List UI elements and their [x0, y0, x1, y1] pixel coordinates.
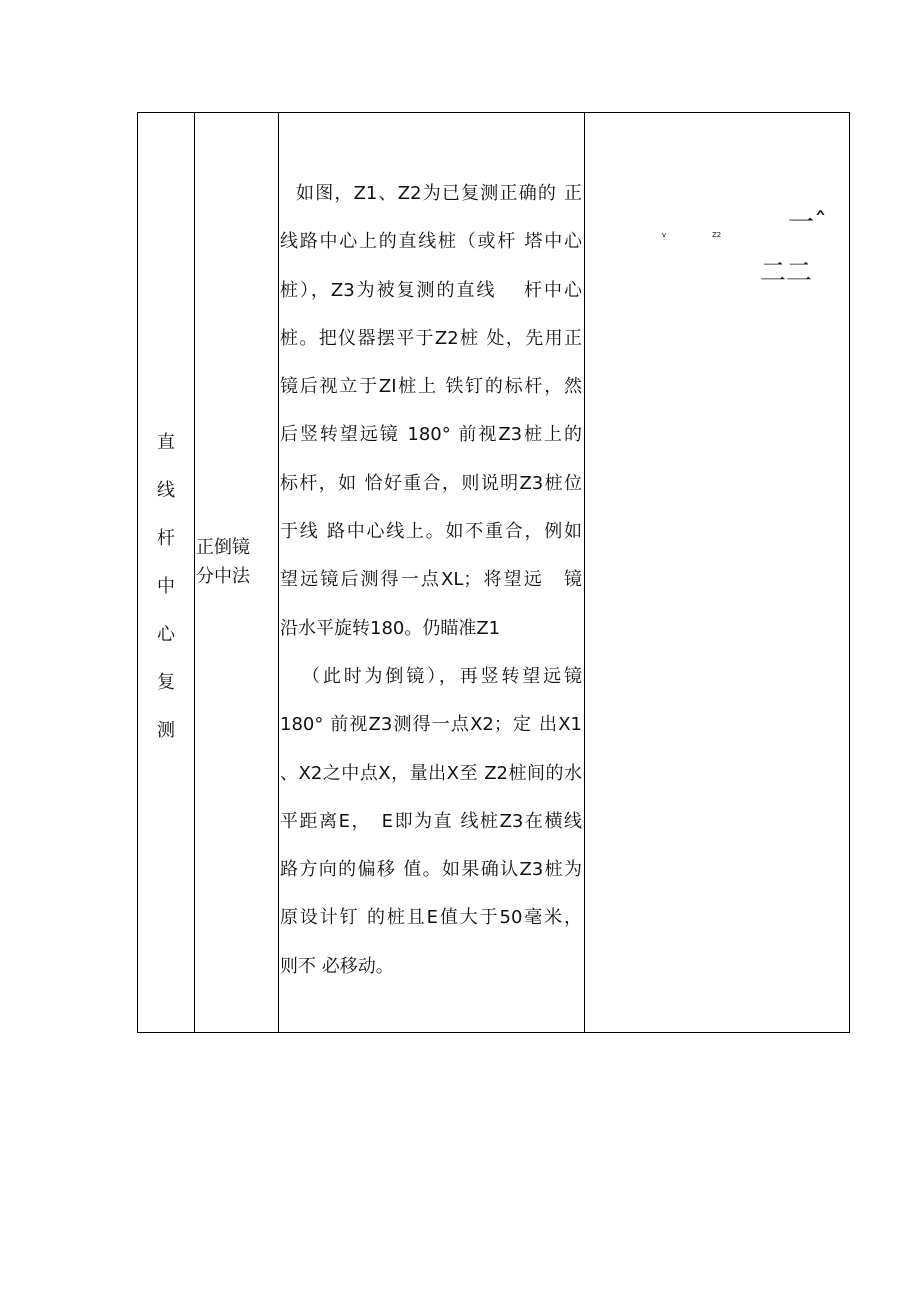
description-line: 则不 必移动。	[280, 955, 394, 977]
method-line: 正倒镜	[196, 537, 250, 558]
description-line: 原设计钉 的桩且E值大于50毫米，	[280, 907, 582, 929]
description-line: 如图，Z1、Z2为已复测正确的 正	[296, 183, 582, 204]
category-char: 线	[157, 480, 175, 501]
column-divider-1	[194, 113, 195, 1032]
description-line: 路方向的偏移 值。如果确认Z3桩为	[280, 859, 582, 881]
diagram-mark-z2: Z2	[712, 231, 722, 239]
diagram-line-top: 一ˆ	[788, 208, 828, 238]
column-divider-3	[584, 113, 585, 1032]
description-line: 后竖转望远镜 180° 前视Z3桩上的	[280, 424, 582, 446]
description-line: 、X2之中点X，量出X至 Z2桩间的水	[280, 762, 582, 784]
method-table	[137, 112, 850, 1033]
column-divider-2	[278, 113, 279, 1032]
description-line: 于线 路中心线上。如不重合，例如	[280, 521, 582, 543]
diagram-mark-left: v	[662, 231, 667, 239]
method-cell	[196, 533, 278, 591]
description-line: 线路中心上的直线桩（或杆 塔中心	[280, 231, 582, 253]
description-line: 镜后视立于ZI桩上 铁钉的标杆，然	[280, 376, 582, 398]
category-cell	[138, 419, 194, 755]
description-line: 桩。把仪器摆平于Z2桩 处，先用正	[280, 327, 582, 349]
description-line: （此时为倒镜），再竖转望远镜	[302, 665, 582, 687]
description-line: 标杆，如 恰好重合，则说明Z3桩位	[280, 472, 582, 494]
description-line: 望远镜后测得一点XL；将望远 镜	[280, 569, 582, 591]
category-char: 测	[157, 720, 175, 741]
description-line: 平距离E， E即为直 线桩Z3在横线	[280, 810, 582, 832]
description-line: 桩），Z3为被复测的直线 杆中心	[280, 279, 582, 301]
diagram-line-bottom: 二二	[760, 258, 813, 288]
category-char: 复	[157, 672, 175, 693]
description-cell	[280, 170, 582, 991]
category-char: 中	[157, 576, 175, 597]
category-char: 杆	[157, 528, 175, 549]
description-line: 沿水平旋转180。仍瞄准Z1	[280, 617, 501, 639]
category-char: 直	[157, 432, 175, 453]
description-line: 180° 前视Z3测得一点X2；定 出X1	[280, 714, 582, 736]
category-char: 心	[157, 624, 175, 645]
method-line: 分中法	[196, 566, 250, 587]
